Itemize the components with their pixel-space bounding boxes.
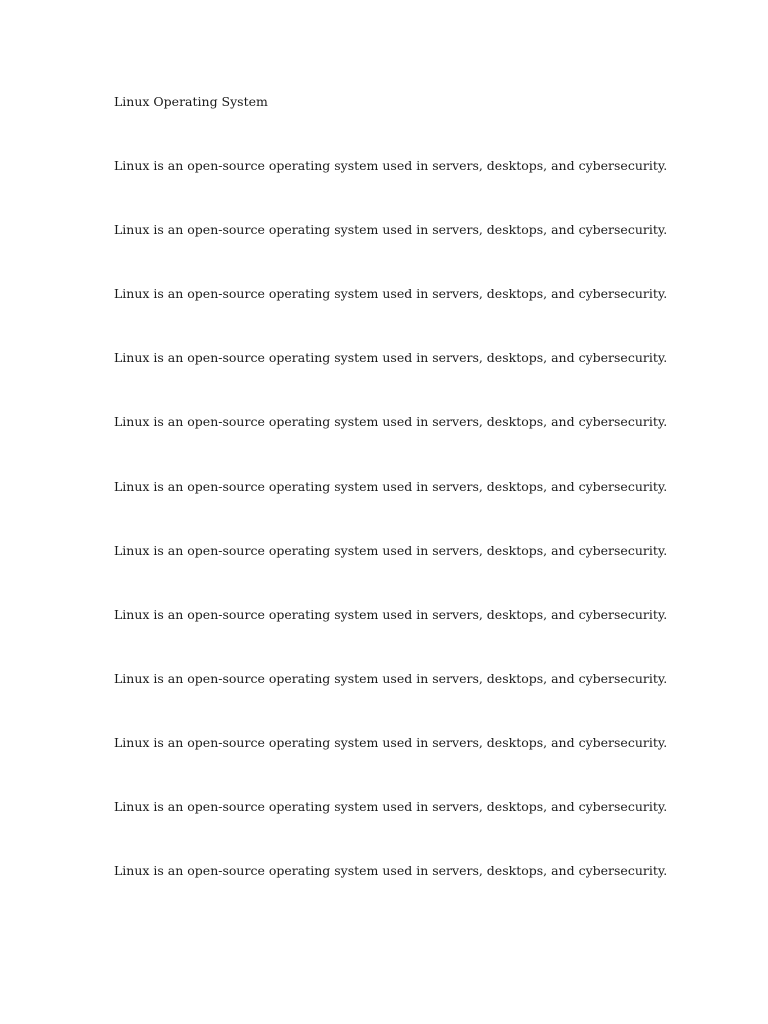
paragraph: Linux is an open-source operating system used in servers, desktops, and cybersecurity. [114, 286, 668, 301]
paragraph: Linux is an open-source operating system used in servers, desktops, and cybersecurity. [114, 543, 668, 558]
paragraph: Linux is an open-source operating system used in servers, desktops, and cybersecurity. [114, 479, 668, 494]
paragraph: Linux is an open-source operating system used in servers, desktops, and cybersecurity. [114, 222, 668, 237]
paragraph: Linux is an open-source operating system used in servers, desktops, and cybersecurity. [114, 671, 668, 686]
paragraph: Linux is an open-source operating system used in servers, desktops, and cybersecurity. [114, 158, 668, 173]
document-title: Linux Operating System [114, 94, 268, 109]
paragraph: Linux is an open-source operating system used in servers, desktops, and cybersecurity. [114, 863, 668, 878]
paragraph: Linux is an open-source operating system used in servers, desktops, and cybersecurity. [114, 735, 668, 750]
paragraph: Linux is an open-source operating system used in servers, desktops, and cybersecurity. [114, 414, 668, 429]
paragraph: Linux is an open-source operating system used in servers, desktops, and cybersecurity. [114, 607, 668, 622]
paragraph: Linux is an open-source operating system used in servers, desktops, and cybersecurity. [114, 350, 668, 365]
paragraph: Linux is an open-source operating system used in servers, desktops, and cybersecurity. [114, 799, 668, 814]
